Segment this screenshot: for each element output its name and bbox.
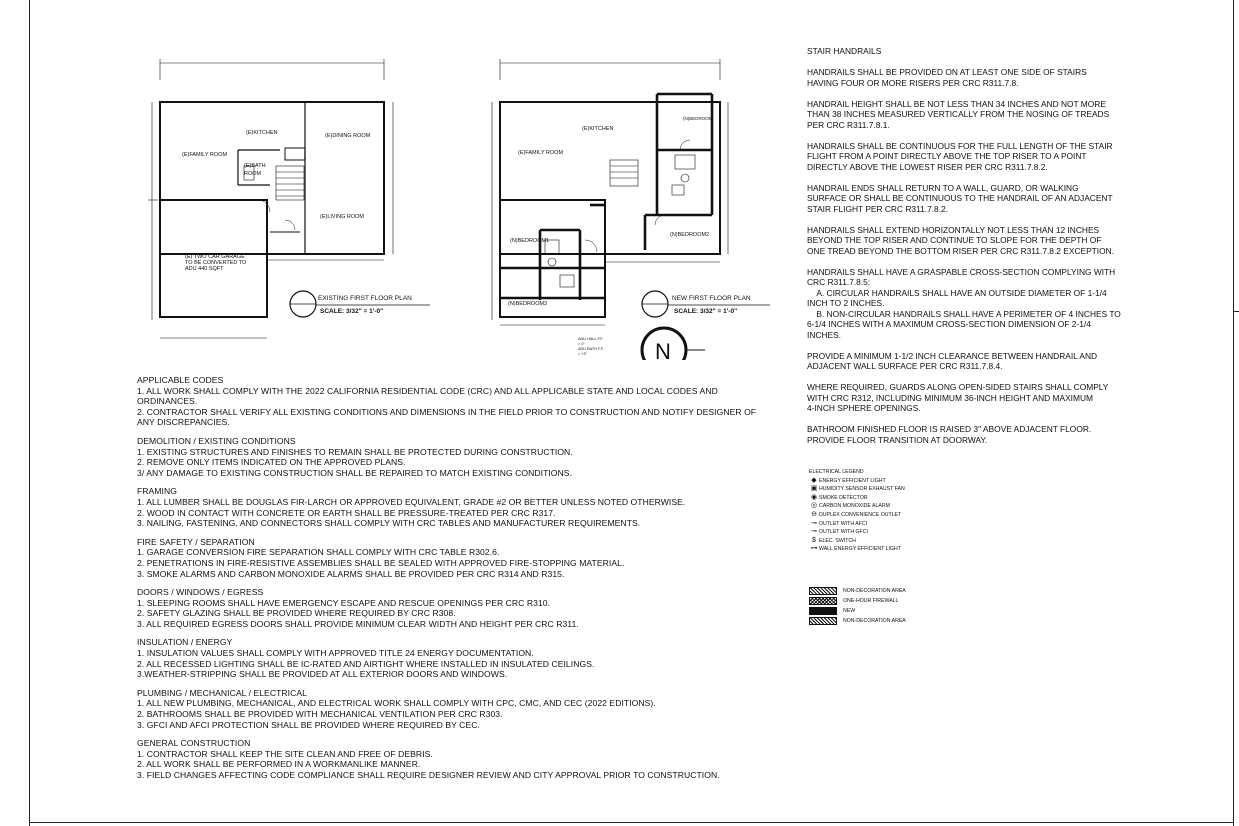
notes-section (137, 587, 777, 629)
existing-family-label: (E)FAMILY ROOM (182, 152, 228, 158)
stair-line: 4-INCH SPHERE OPENINGS. (807, 403, 921, 413)
new-plan-title: NEW FIRST FLOOR PLAN (672, 295, 751, 302)
hatch-item (809, 616, 906, 626)
new-kitchen-label: (E)KITCHEN (582, 126, 614, 132)
stair-line: B. NON-CIRCULAR HANDRAILS SHALL HAVE A PERIMETER OF 4 INCHES TO (807, 308, 1121, 319)
new-plan-ff-note-2: = 0" (578, 342, 585, 346)
existing-living-label: (E)LIVING ROOM (320, 214, 365, 220)
notes-line: 1. INSULATION VALUES SHALL COMPLY WITH APPROVED TITLE 24 ENERGY DOCUMENTATION. (137, 648, 534, 659)
co-alarm-icon: ◎ (810, 502, 818, 510)
stair-paragraph (807, 267, 1137, 341)
stair-line: HAVING FOUR OR MORE RISERS PER CRC R311.7.8. (807, 77, 1019, 88)
existing-garage-label-3: ADU 440 SQFT (185, 266, 224, 272)
legend-item-label: HUMIDITY SENSOR EXHAUST FAN (819, 486, 905, 493)
stair-line: CRC R311.7.8.5: (807, 277, 871, 287)
stair-paragraph (807, 99, 1137, 131)
new-plan-scale: SCALE: 3/32" = 1'-0" (674, 308, 738, 315)
notes-section-heading: FIRE SAFETY / SEPARATION (137, 536, 255, 547)
notes-line: 2. REMOVE ONLY ITEMS INDICATED ON THE APPROVED PLANS. (137, 457, 406, 468)
electrical-legend (809, 468, 905, 554)
legend-item-label: CARBON MONOXIDE ALARM (819, 503, 890, 510)
north-arrow-icon: N (655, 339, 671, 360)
hatch-item (809, 606, 906, 616)
legend-item-label: ELEC. SWITCH (819, 537, 856, 544)
stair-line: WITH CRC R312, INCLUDING MINIMUM 36-INCH HEIGHT AND MAXIMUM (807, 392, 1094, 403)
notes-section-heading: PLUMBING / MECHANICAL / ELECTRICAL (137, 687, 307, 698)
stair-line: PROVIDE A MINIMUM 1-1/2 INCH CLEARANCE BETWEEN HANDRAIL AND (807, 350, 1098, 361)
legend-item (809, 545, 905, 554)
notes-line: 1. ALL LUMBER SHALL BE DOUGLAS FIR-LARCH OR APPROVED EQUIVALENT, GRADE #2 OR BETTER UNLESS NOTED OTHERWISE. (137, 496, 686, 507)
hatch-item (809, 586, 906, 596)
stair-line: PER CRC R311.7.8.1. (807, 119, 890, 130)
stair-paragraph (807, 225, 1137, 257)
stair-paragraph (807, 141, 1137, 173)
existing-garage-label-2: TO BE CONVERTED TO (185, 260, 247, 266)
notes-line: 3. ALL REQUIRED EGRESS DOORS SHALL PROVIDE MINIMUM CLEAR WIDTH AND HEIGHT PER CRC R311. (137, 618, 579, 629)
stair-line: ONE TREAD BEYOND THE BOTTOM RISER PER CRC R311.7.8.2 EXCEPTION. (807, 245, 1114, 256)
notes-line: 1. SLEEPING ROOMS SHALL HAVE EMERGENCY ESCAPE AND RESCUE OPENINGS PER CRC R310. (137, 597, 551, 608)
stair-line: BEYOND THE TOP RISER AND CONTINUE TO SLOPE FOR THE DEPTH OF (807, 235, 1102, 245)
notes-section (137, 375, 777, 428)
existing-plan-scale: SCALE: 3/32" = 1'-0" (320, 308, 384, 315)
notes-section-heading: APPLICABLE CODES (137, 375, 224, 385)
stair-line: HANDRAILS SHALL EXTEND HORIZONTALLY NOT LESS THAN 12 INCHES (807, 224, 1100, 235)
sheet-border-bottom (29, 822, 1234, 823)
notes-line: 2. CONTRACTOR SHALL VERIFY ALL EXISTING CONDITIONS AND DIMENSIONS IN THE FIELD PRIOR TO CONSTRUCTION AND NOTIFY DESIGNER OF (137, 406, 757, 417)
stair-line: PROVIDE FLOOR TRANSITION AT DOORWAY. (807, 434, 988, 445)
notes-line: ANY DISCREPANCIES. (137, 417, 230, 428)
hatch-label: NON-DECORATION AREA (843, 588, 906, 594)
legend-title: ELECTRICAL LEGEND (809, 469, 864, 475)
stair-line: WHERE REQUIRED, GUARDS ALONG OPEN-SIDED STAIRS SHALL COMPLY (807, 382, 1109, 392)
stair-line: INCHES. (807, 329, 841, 340)
notes-line: 1. EXISTING STRUCTURES AND FINISHES TO REMAIN SHALL BE PROTECTED DURING CONSTRUCTION. (137, 446, 573, 457)
stair-line: HANDRAIL ENDS SHALL RETURN TO A WALL, GUARD, OR WALKING (807, 182, 1079, 193)
hatch-item (809, 596, 906, 606)
notes-line: 2. SAFETY GLAZING SHALL BE PROVIDED WHERE REQUIRED BY CRC R308. (137, 608, 456, 619)
stair-line: FLIGHT FROM A POINT DIRECTLY ABOVE THE TOP RISER TO A POINT (807, 151, 1087, 161)
legend-item-label: WALL ENERGY EFFICIENT LIGHT (819, 546, 901, 553)
hatch-label: ONE-HOUR FIREWALL (843, 598, 899, 604)
notes-line: 3. FIELD CHANGES AFFECTING CODE COMPLIANCE SHALL REQUIRE DESIGNER REVIEW AND CITY APPROVAL PRIOR TO CONSTRUCTION. (137, 770, 720, 780)
notes-section-heading: INSULATION / ENERGY (137, 637, 233, 648)
legend-item-label: ENERGY EFFICIENT LIGHT (819, 477, 886, 484)
switch-icon: $ (812, 536, 816, 544)
notes-line: 2. PENETRATIONS IN FIRE-RESISTIVE ASSEMBLIES SHALL BE SEALED WITH APPROVED FIRE-STOPPING MATERIAL. (137, 557, 625, 568)
outlet-icon: ⊖ (811, 510, 817, 518)
notes-section (137, 486, 777, 528)
notes-line: 2. ALL WORK SHALL BE PERFORMED IN A WORKMANLIKE MANNER. (137, 759, 421, 770)
notes-line: 1. CONTRACTOR SHALL KEEP THE SITE CLEAN AND FREE OF DEBRIS. (137, 748, 433, 759)
existing-bath-label-2: ROOM (244, 171, 262, 177)
smoke-detector-icon: ◉ (810, 493, 818, 501)
hatch-label: NON-DECORATION AREA (843, 618, 906, 624)
stair-line: INCH TO 2 INCHES. (807, 298, 885, 308)
notes-line: 2. WOOD IN CONTACT WITH CONCRETE OR EARTH SHALL BE PRESSURE-TREATED PER CRC R317. (137, 507, 556, 518)
notes-line: 2. ALL RECESSED LIGHTING SHALL BE IC-RATED AND AIRTIGHT WHERE INSTALLED IN INSULATED CEILINGS. (137, 658, 595, 669)
hatch-swatch-icon (809, 607, 837, 615)
stair-line: SURFACE OR SHALL BE CONTINUOUS TO THE HANDRAIL OF AN ADJACENT (807, 193, 1113, 203)
afci-outlet-icon: ⊸ (811, 519, 817, 527)
hatch-swatch-icon (809, 587, 837, 595)
legend-item (809, 477, 905, 486)
stair-line: ADJACENT WALL SURFACE PER CRC R311.7.8.4. (807, 361, 1003, 371)
stair-line: A. CIRCULAR HANDRAILS SHALL HAVE AN OUTSIDE DIAMETER OF 1-1/4 (807, 287, 1107, 298)
notes-section (137, 436, 777, 478)
legend-item (809, 502, 905, 511)
notes-section (137, 688, 777, 730)
new-bedroom-label: (N)BEDROOM (683, 116, 713, 121)
existing-plan-title: EXISTING FIRST FLOOR PLAN (318, 295, 412, 302)
hatch-swatch-icon (809, 597, 837, 605)
legend-item (809, 537, 905, 546)
stair-line: HANDRAIL HEIGHT SHALL BE NOT LESS THAN 34 INCHES AND NOT MORE (807, 98, 1106, 109)
notes-section (137, 738, 777, 780)
hatch-swatch-icon (809, 617, 837, 625)
stair-paragraph (807, 67, 1137, 88)
notes-line: 2. BATHROOMS SHALL BE PROVIDED WITH MECHANICAL VENTILATION PER CRC R303. (137, 709, 503, 720)
stair-line: STAIR FLIGHT PER CRC R311.7.8.2. (807, 203, 949, 214)
legend-item-label: OUTLET WITH AFCI (819, 520, 868, 527)
notes-line: 1. GARAGE CONVERSION FIRE SEPARATION SHALL COMPLY WITH CRC TABLE R302.6. (137, 547, 500, 558)
edge-tick (1234, 311, 1239, 312)
notes-line: 3. SMOKE ALARMS AND CARBON MONOXIDE ALARMS SHALL BE PROVIDED PER CRC R314 AND R315. (137, 568, 565, 579)
new-plan-ff-note-4: = +3" (578, 352, 587, 356)
new-plan-ff-note-3: ADU BATH F.F. (578, 347, 604, 351)
legend-item (809, 520, 905, 529)
legend-item-label: DUPLEX CONVENIENCE OUTLET (819, 511, 902, 518)
notes-section (137, 537, 777, 579)
notes-section (137, 637, 777, 679)
existing-kitchen-label: (E)KITCHEN (246, 130, 278, 136)
new-bedroom2-label: (N)BEDROOM2 (670, 232, 710, 238)
new-bedroom1-label: (N)BEDROOM1 (510, 238, 550, 244)
stair-title: STAIR HANDRAILS (807, 46, 882, 56)
stair-line: BATHROOM FINISHED FLOOR IS RAISED 3" ABOVE ADJACENT FLOOR. (807, 424, 1092, 434)
legend-item (809, 528, 905, 537)
stair-line: HANDRAILS SHALL BE CONTINUOUS FOR THE FULL LENGTH OF THE STAIR (807, 140, 1113, 151)
stair-handrails-notes (807, 46, 1137, 456)
stair-line: 6-1/4 INCHES WITH A MAXIMUM CROSS-SECTION DIMENSION OF 2-1/4 (807, 319, 1091, 329)
notes-line: 3. NAILING, FASTENING, AND CONNECTORS SHALL COMPLY WITH CRC TABLES AND MANUFACTURER REQUIREMENTS. (137, 518, 641, 529)
new-family-label: (E)FAMILY ROOM (518, 150, 564, 156)
legend-item (809, 485, 905, 494)
existing-bath-label: (E)BATH (244, 163, 266, 169)
notes-section-heading: FRAMING (137, 486, 177, 497)
notes-line: 1. ALL WORK SHALL COMPLY WITH THE 2022 CALIFORNIA RESIDENTIAL CODE (CRC) AND ALL APPLICABLE STATE AND LOCAL CODES AND (137, 385, 718, 396)
legend-item-label: SMOKE DETECTOR (819, 494, 868, 501)
hatch-label: NEW (843, 608, 856, 614)
stair-paragraph (807, 424, 1137, 445)
hatch-legend (809, 586, 906, 626)
legend-item (809, 494, 905, 503)
notes-section-heading: GENERAL CONSTRUCTION (137, 738, 251, 749)
legend-item-label: OUTLET WITH GFCI (819, 529, 868, 536)
existing-garage-label: (E) TWO CAR GARAGE (185, 254, 245, 260)
general-notes (137, 375, 777, 789)
new-plan-ff-note: ADU HALL F.F. (578, 337, 604, 341)
stair-paragraph (807, 382, 1137, 414)
stair-line: THAN 38 INCHES MEASURED VERTICALLY FROM THE NOSING OF TREADS (807, 109, 1110, 119)
diamond-icon: ◆ (811, 476, 817, 484)
existing-dining-label: (E)DINING ROOM (325, 133, 371, 139)
legend-item (809, 511, 905, 520)
new-bedroom3-label: (N)BEDROOM3 (508, 301, 548, 307)
stair-paragraph (807, 183, 1137, 215)
notes-line: 1. ALL NEW PLUMBING, MECHANICAL, AND ELECTRICAL WORK SHALL COMPLY WITH CPC, CMC, AND CEC (2022 EDITIONS). (137, 698, 656, 709)
wall-light-icon: ⊶ (810, 545, 818, 553)
notes-line: 3. GFCI AND AFCI PROTECTION SHALL BE PROVIDED WHERE REQUIRED BY CEC. (137, 719, 480, 730)
notes-line: 3.WEATHER-STRIPPING SHALL BE PROVIDED AT ALL EXTERIOR DOORS AND WINDOWS. (137, 669, 508, 680)
stair-paragraph (807, 351, 1137, 372)
notes-section-heading: DOORS / WINDOWS / EGRESS (137, 587, 264, 598)
square-icon: ▣ (810, 485, 818, 493)
gfci-outlet-icon: ⊸ (811, 528, 817, 536)
stair-line: DIRECTLY ABOVE THE LOWEST RISER PER CRC R311.7.8.2. (807, 161, 1048, 172)
notes-line: ORDINANCES. (137, 396, 198, 407)
stair-line: HANDRAILS SHALL BE PROVIDED ON AT LEAST ONE SIDE OF STAIRS (807, 67, 1087, 77)
notes-line: 3/ ANY DAMAGE TO EXISTING CONSTRUCTION SHALL BE REPAIRED TO MATCH EXISTING CONDITIONS. (137, 467, 573, 478)
notes-section-heading: DEMOLITION / EXISTING CONDITIONS (137, 435, 296, 446)
stair-line: HANDRAILS SHALL HAVE A GRASPABLE CROSS-SECTION COMPLYING WITH (807, 266, 1116, 277)
